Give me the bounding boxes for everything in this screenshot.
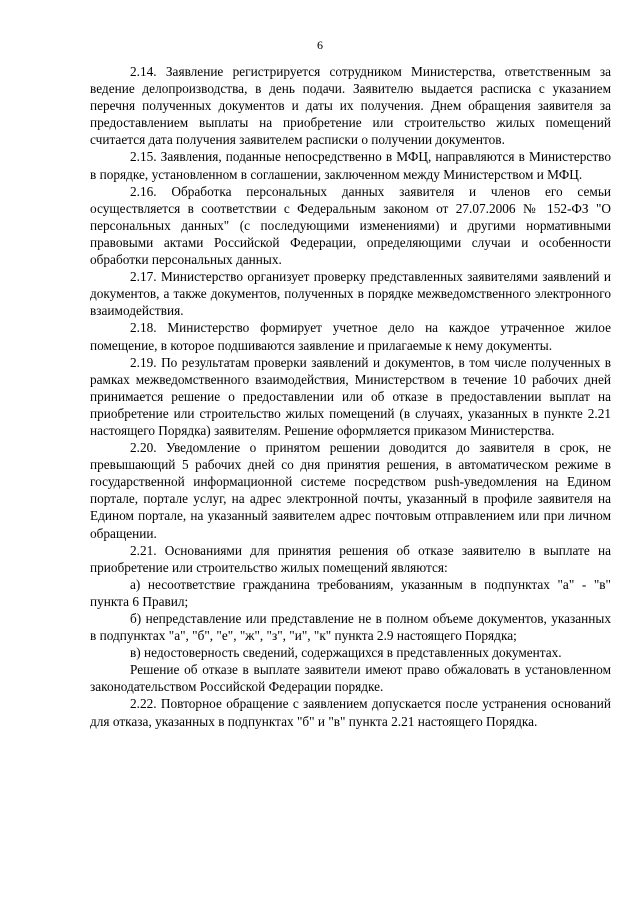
paragraph-2-20: 2.20. Уведомление о принятом решении доводится до заявителя в срок, не превышающий 5 рабочих дней со дня принятия решения, в автоматическом режиме в государственной информационной системе посредством push-уведомления на Едином портале, портале услуг, на адрес электронной почты, указанный в профиле заявителя на Едином портале, на указанный заявителем адрес почтовым отправлением или при личном обращении.: [90, 440, 611, 541]
paragraph-2-17: 2.17. Министерство организует проверку представленных заявителями заявлений и документов, а также документов, полученных в порядке межведомственного электронного взаимодействия.: [90, 269, 611, 319]
paragraph-2-22: 2.22. Повторное обращение с заявлением допускается после устранения оснований для отказа, указанных в подпунктах "б" и "в" пункта 2.21 настоящего Порядка.: [90, 696, 611, 729]
subparagraph-a: а) несоответствие гражданина требованиям, указанным в подпунктах "а" - "в" пункта 6 Правил;: [90, 576, 611, 609]
paragraph-2-14: 2.14. Заявление регистрируется сотрудником Министерства, ответственным за ведение делопроизводства, в день подачи. Заявителю выдается расписка с указанием перечня полученных документов и даты их получения. Днем обращения заявителя за предоставлением выплаты на приобретение или строительство жилых помещений считается дата получения заявителем расписки о получении документов.: [90, 64, 611, 148]
document-body: [90, 63, 611, 730]
paragraph-2-21: 2.21. Основаниями для принятия решения об отказе заявителю в выплате на приобретение или строительство жилых помещений являются:: [90, 542, 611, 575]
paragraph-2-16: 2.16. Обработка персональных данных заявителя и членов его семьи осуществляется в соответствии с Федеральным законом от 27.07.2006 № 152-ФЗ "О персональных данных" (с последующими изменениями) и другими нормативными правовыми актами Российской Федерации, определяющими случаи и особенности обработки персональных данных.: [90, 183, 611, 268]
paragraph-2-18: 2.18. Министерство формирует учетное дело на каждое утраченное жилое помещение, в которое подшиваются заявление и прилагаемые к нему документы.: [90, 320, 611, 353]
paragraph-appeal: Решение об отказе в выплате заявители имеют право обжаловать в установленном законодательством Российской Федерации порядке.: [90, 662, 611, 695]
paragraph-2-19: 2.19. По результатам проверки заявлений и документов, в том числе полученных в рамках межведомственного взаимодействия, Министерством в течение 10 рабочих дней принимается решение о предоставлении или об отказе в предоставлении выплат на приобретение или строительство жилых помещений (в случаях, указанных в пункте 2.21 настоящего Порядка) заявителям. Решение оформляется приказом Министерства.: [90, 354, 611, 438]
paragraph-2-15: 2.15. Заявления, поданные непосредственно в МФЦ, направляются в Министерство в порядке, установленном в соглашении, заключенном между Министерством и МФЦ.: [90, 149, 611, 182]
subparagraph-b: б) непредставление или представление не в полном объеме документов, указанных в подпунктах "а", "б", "е", "ж", "з", "и", "к" пункта 2.9 настоящего Порядка;: [90, 611, 611, 644]
page-number: 6: [317, 38, 323, 52]
subparagraph-v: в) недостоверность сведений, содержащихся в представленных документах.: [130, 645, 562, 661]
